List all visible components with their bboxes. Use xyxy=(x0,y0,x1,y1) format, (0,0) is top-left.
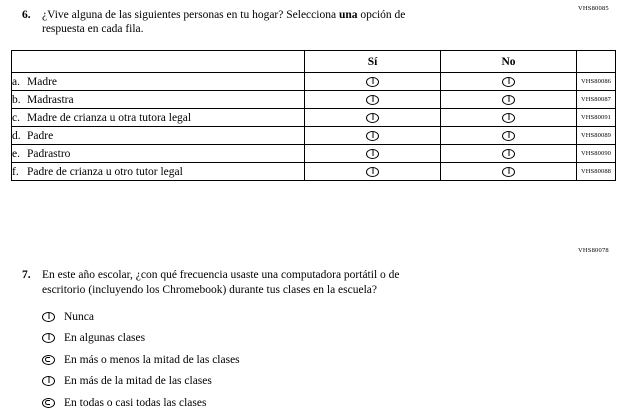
row-letter-f: f. xyxy=(12,165,19,178)
question-6-text-part1: ¿Vive alguna de las siguientes personas en tu hogar? Selecciona xyxy=(42,9,339,21)
radio-bubble-icon[interactable] xyxy=(502,77,515,87)
grid-header-blank-left xyxy=(12,51,305,73)
row-c-no-option[interactable] xyxy=(441,109,577,127)
row-f-yes-option[interactable] xyxy=(305,163,441,181)
question-6-text-emphasis: una xyxy=(338,9,358,21)
choice-option-1[interactable] xyxy=(42,306,562,328)
row-e-yes-option[interactable] xyxy=(305,145,441,163)
table-row xyxy=(12,163,616,181)
choice-label-2: En algunas clases xyxy=(64,332,146,345)
question-6 xyxy=(22,8,582,36)
row-e-code: VHS80090 xyxy=(577,145,616,163)
grid-header xyxy=(12,51,616,73)
question-6-text-part2: opción de xyxy=(357,9,406,21)
barcode-label-top: VHS80085 xyxy=(578,5,609,12)
row-b-yes-option[interactable] xyxy=(305,91,441,109)
row-letter-d: d. xyxy=(12,129,21,142)
grid-body xyxy=(12,73,616,181)
question-7-text-part2: (incluyendo los Chromebook) durante tus clases en la escuela? xyxy=(85,283,377,296)
row-label-a xyxy=(12,73,305,91)
question-6-number: 6. xyxy=(22,9,31,21)
radio-bubble-icon[interactable] xyxy=(366,95,379,105)
row-letter-e: e. xyxy=(12,147,20,160)
row-a-no-option[interactable] xyxy=(441,73,577,91)
question-6-text-line2: respuesta en cada fila. xyxy=(42,23,144,35)
row-a-yes-option[interactable] xyxy=(305,73,441,91)
question-6-grid xyxy=(11,50,616,181)
radio-bubble-icon[interactable] xyxy=(502,95,515,105)
question-7 xyxy=(22,268,542,297)
row-text-b: Madrastra xyxy=(27,93,74,106)
radio-bubble-icon[interactable] xyxy=(42,376,55,386)
choice-option-2[interactable] xyxy=(42,328,562,350)
row-c-yes-option[interactable] xyxy=(305,109,441,127)
row-text-d: Padre xyxy=(27,129,54,142)
row-label-e xyxy=(12,145,305,163)
choice-label-4: En más de la mitad de las clases xyxy=(64,375,212,388)
row-c-code: VHS80091 xyxy=(577,109,616,127)
table-row xyxy=(12,73,616,91)
question-7-text xyxy=(42,268,400,297)
row-d-code: VHS80089 xyxy=(577,127,616,145)
row-e-no-option[interactable] xyxy=(441,145,577,163)
row-label-c xyxy=(12,109,305,127)
question-6-grid-wrapper xyxy=(11,50,611,181)
radio-bubble-icon[interactable] xyxy=(502,131,515,141)
row-f-code: VHS80088 xyxy=(577,163,616,181)
radio-bubble-icon[interactable] xyxy=(366,149,379,159)
grid-header-yes-label: Sí xyxy=(367,55,378,68)
radio-bubble-icon[interactable] xyxy=(366,167,379,177)
grid-header-yes xyxy=(305,51,441,73)
radio-bubble-icon[interactable] xyxy=(42,333,55,343)
radio-bubble-icon[interactable] xyxy=(42,398,55,408)
table-row xyxy=(12,145,616,163)
radio-bubble-icon[interactable] xyxy=(366,77,379,87)
question-6-stem xyxy=(22,8,582,36)
table-row xyxy=(12,91,616,109)
radio-bubble-icon[interactable] xyxy=(502,167,515,177)
radio-bubble-icon[interactable] xyxy=(42,312,55,322)
row-letter-a: a. xyxy=(12,75,20,88)
radio-bubble-icon[interactable] xyxy=(366,113,379,123)
question-7-number: 7. xyxy=(22,269,31,281)
question-7-text-emphasis2: escritorio xyxy=(42,283,86,296)
row-d-yes-option[interactable] xyxy=(305,127,441,145)
question-7-text-emphasis1: computadora portátil o de xyxy=(281,269,400,281)
radio-bubble-icon[interactable] xyxy=(502,149,515,159)
radio-bubble-icon[interactable] xyxy=(502,113,515,123)
row-label-b xyxy=(12,91,305,109)
grid-header-no-label: No xyxy=(501,55,516,68)
row-label-f xyxy=(12,163,305,181)
choice-option-3[interactable] xyxy=(42,349,562,371)
radio-bubble-icon[interactable] xyxy=(42,355,55,365)
row-text-f: Padre de crianza u otro tutor legal xyxy=(27,165,183,178)
table-row xyxy=(12,127,616,145)
choice-label-5: En todas o casi todas las clases xyxy=(64,396,207,409)
row-d-no-option[interactable] xyxy=(441,127,577,145)
row-b-code: VHS80087 xyxy=(577,91,616,109)
choice-option-4[interactable] xyxy=(42,371,562,393)
barcode-label-mid: VHS80078 xyxy=(578,247,609,254)
question-6-text xyxy=(42,8,582,36)
row-text-c: Madre de crianza u otra tutora legal xyxy=(27,111,192,124)
choice-label-3: En más o menos la mitad de las clases xyxy=(64,353,240,366)
row-text-e: Padrastro xyxy=(27,147,71,160)
choice-label-1: Nunca xyxy=(64,310,95,323)
grid-header-blank-right xyxy=(577,51,616,73)
grid-header-row xyxy=(12,51,616,73)
question-7-text-part1: En este año escolar, ¿con qué frecuencia usaste una xyxy=(42,269,282,281)
row-letter-c: c. xyxy=(12,111,20,124)
question-7-choices xyxy=(42,306,562,414)
question-7-stem xyxy=(22,268,542,297)
row-f-no-option[interactable] xyxy=(441,163,577,181)
table-row xyxy=(12,109,616,127)
grid-header-no xyxy=(441,51,577,73)
row-label-d xyxy=(12,127,305,145)
choice-option-5[interactable] xyxy=(42,392,562,414)
radio-bubble-icon[interactable] xyxy=(366,131,379,141)
row-letter-b: b. xyxy=(12,93,21,106)
row-a-code: VHS80086 xyxy=(577,73,616,91)
row-text-a: Madre xyxy=(27,75,58,88)
row-b-no-option[interactable] xyxy=(441,91,577,109)
